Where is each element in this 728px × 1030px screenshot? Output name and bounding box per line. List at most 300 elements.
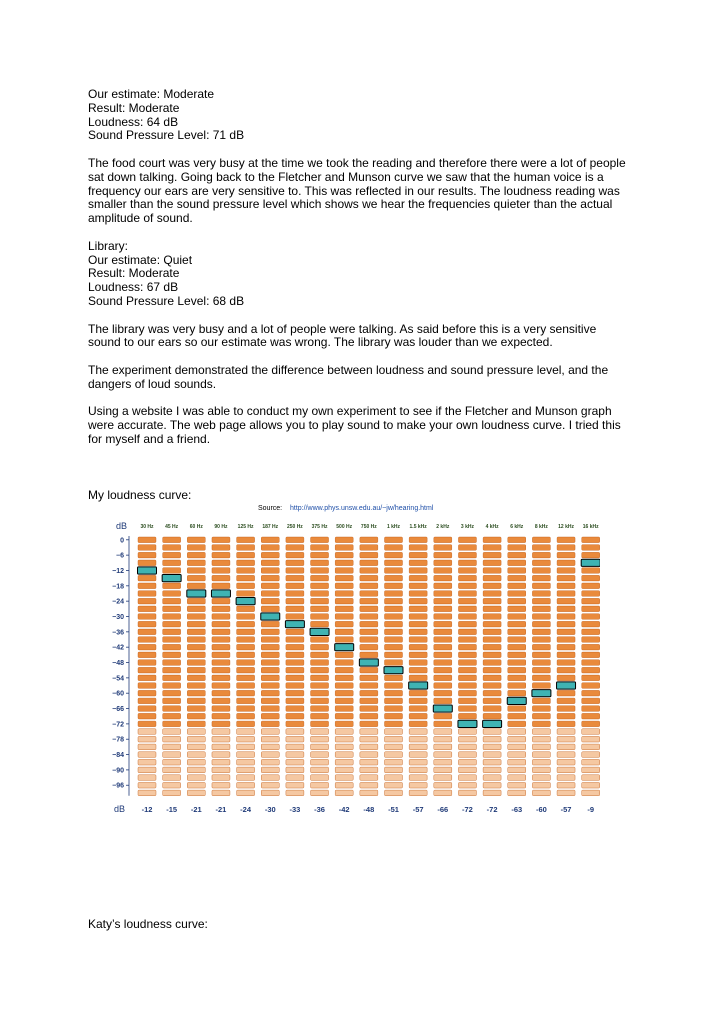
slider-segment: [187, 706, 205, 712]
slider-marker: [409, 682, 428, 689]
slider-segment: [286, 752, 304, 758]
slider-segment: [138, 614, 156, 620]
slider-segment: [582, 683, 600, 689]
slider-segment: [187, 637, 205, 643]
slider-segment: [458, 606, 476, 612]
y-tick-label: −72: [112, 721, 124, 729]
slider-segment: [409, 752, 427, 758]
slider-segment: [163, 706, 181, 712]
slider-segment: [557, 644, 575, 650]
slider-segment: [311, 713, 329, 719]
paragraph-line: frequency our ears are very sensitive to. This was reflected in our results. The loudness reading was: [88, 183, 620, 198]
slider-segment: [409, 644, 427, 650]
paragraph-line: amplitude of sound.: [88, 211, 193, 226]
slider-segment: [311, 560, 329, 566]
slider-segment: [335, 752, 353, 758]
slider-segment: [409, 660, 427, 666]
slider-segment: [360, 552, 378, 558]
slider-segment: [582, 767, 600, 773]
slider-segment: [434, 782, 452, 788]
slider-segment: [163, 721, 181, 727]
slider-segment: [163, 675, 181, 681]
slider-segment: [508, 752, 526, 758]
slider-segment: [286, 744, 304, 750]
slider-segment: [557, 675, 575, 681]
slider-segment: [212, 690, 230, 696]
slider-segment: [311, 729, 329, 735]
bottom-value-label: -12: [141, 805, 153, 814]
slider-segment: [261, 644, 279, 650]
slider-segment: [532, 736, 550, 742]
slider-segment: [385, 545, 403, 551]
slider-segment: [212, 729, 230, 735]
slider-segment: [385, 698, 403, 704]
slider-segment: [458, 637, 476, 643]
slider-segment: [582, 721, 600, 727]
slider-segment: [261, 767, 279, 773]
slider-segment: [409, 591, 427, 597]
slider-segment: [163, 629, 181, 635]
slider-segment: [434, 744, 452, 750]
slider-segment: [212, 782, 230, 788]
slider-segment: [532, 537, 550, 543]
slider-segment: [458, 752, 476, 758]
slider-segment: [360, 545, 378, 551]
slider-segment: [409, 713, 427, 719]
frequency-label: 16 kHz: [582, 524, 599, 530]
slider-segment: [458, 767, 476, 773]
slider-segment: [187, 767, 205, 773]
slider-segment: [385, 621, 403, 627]
slider-segment: [335, 575, 353, 581]
slider-segment: [286, 629, 304, 635]
slider-segment: [434, 591, 452, 597]
slider-segment: [409, 560, 427, 566]
slider-segment: [163, 545, 181, 551]
slider-segment: [163, 713, 181, 719]
slider-segment: [163, 729, 181, 735]
slider-segment: [335, 713, 353, 719]
slider-marker: [507, 697, 526, 704]
slider-segment: [360, 637, 378, 643]
slider-segment: [532, 752, 550, 758]
slider-segment: [458, 652, 476, 658]
slider-segment: [557, 652, 575, 658]
slider-segment: [557, 713, 575, 719]
slider-segment: [138, 637, 156, 643]
slider-segment: [311, 698, 329, 704]
slider-segment: [582, 652, 600, 658]
slider-segment: [187, 537, 205, 543]
slider-marker: [211, 590, 230, 597]
slider-segment: [458, 621, 476, 627]
slider-segment: [212, 637, 230, 643]
slider-segment: [163, 683, 181, 689]
slider-segment: [385, 575, 403, 581]
slider-segment: [360, 759, 378, 765]
slider-segment: [508, 729, 526, 735]
slider-segment: [434, 667, 452, 673]
slider-segment: [261, 713, 279, 719]
slider-segment: [138, 744, 156, 750]
slider-segment: [483, 644, 501, 650]
slider-segment: [261, 775, 279, 781]
slider-marker: [285, 621, 304, 628]
slider-segment: [434, 752, 452, 758]
slider-segment: [458, 598, 476, 604]
slider-segment: [187, 606, 205, 612]
slider-segment: [508, 706, 526, 712]
slider-marker: [138, 567, 157, 574]
slider-segment: [286, 698, 304, 704]
slider-segment: [508, 552, 526, 558]
slider-segment: [335, 775, 353, 781]
slider-segment: [532, 591, 550, 597]
slider-segment: [335, 606, 353, 612]
slider-segment: [385, 767, 403, 773]
frequency-label: 12 kHz: [558, 524, 574, 530]
slider-segment: [483, 629, 501, 635]
slider-segment: [311, 782, 329, 788]
slider-segment: [508, 644, 526, 650]
slider-segment: [335, 583, 353, 589]
slider-segment: [557, 552, 575, 558]
frequency-label: 1 kHz: [386, 524, 401, 530]
slider-segment: [311, 721, 329, 727]
slider-segment: [508, 614, 526, 620]
slider-segment: [138, 729, 156, 735]
slider-segment: [163, 698, 181, 704]
slider-segment: [483, 575, 501, 581]
slider-segment: [360, 675, 378, 681]
slider-segment: [532, 706, 550, 712]
slider-segment: [237, 606, 255, 612]
slider-segment: [212, 667, 230, 673]
bottom-value-label: -24: [240, 805, 252, 814]
slider-segment: [335, 652, 353, 658]
slider-segment: [483, 683, 501, 689]
slider-segment: [163, 667, 181, 673]
source-link: http://www.phys.unsw.edu.au/~jw/hearing.html: [290, 505, 434, 512]
katy-loudness-curve-heading: Katy’s loudness curve:: [88, 917, 208, 931]
slider-segment: [212, 606, 230, 612]
slider-segment: [483, 652, 501, 658]
slider-marker: [261, 613, 280, 620]
slider-segment: [434, 606, 452, 612]
paragraph-line: smaller than the sound pressure level which shows we hear the frequencies quieter than the actual: [88, 197, 613, 212]
slider-segment: [532, 644, 550, 650]
slider-segment: [483, 775, 501, 781]
slider-segment: [311, 598, 329, 604]
slider-segment: [360, 690, 378, 696]
slider-segment: [483, 637, 501, 643]
slider-segment: [138, 598, 156, 604]
y-tick-label: −18: [112, 583, 124, 591]
slider-segment: [458, 782, 476, 788]
slider-segment: [508, 575, 526, 581]
slider-segment: [335, 598, 353, 604]
slider-segment: [311, 736, 329, 742]
slider-segment: [360, 713, 378, 719]
slider-segment: [409, 690, 427, 696]
slider-segment: [458, 683, 476, 689]
slider-segment: [557, 782, 575, 788]
slider-segment: [187, 552, 205, 558]
food-court-loudness: Loudness: 64 dB: [88, 114, 179, 129]
slider-segment: [261, 552, 279, 558]
loudness-curve-svg: [100, 500, 600, 822]
slider-segment: [557, 790, 575, 796]
slider-segment: [212, 537, 230, 543]
slider-segment: [582, 591, 600, 597]
slider-segment: [286, 706, 304, 712]
slider-segment: [237, 537, 255, 543]
slider-segment: [138, 591, 156, 597]
slider-segment: [557, 598, 575, 604]
slider-segment: [409, 790, 427, 796]
slider-segment: [138, 552, 156, 558]
slider-segment: [237, 675, 255, 681]
slider-segment: [261, 652, 279, 658]
slider-segment: [163, 644, 181, 650]
slider-segment: [557, 591, 575, 597]
slider-segment: [557, 629, 575, 635]
slider-segment: [508, 660, 526, 666]
slider-segment: [237, 752, 255, 758]
my-loudness-curve-heading: My loudness curve:: [88, 488, 192, 502]
slider-segment: [163, 598, 181, 604]
slider-segment: [582, 621, 600, 627]
slider-segment: [163, 775, 181, 781]
slider-segment: [187, 675, 205, 681]
slider-segment: [360, 583, 378, 589]
slider-segment: [434, 537, 452, 543]
slider-segment: [557, 568, 575, 574]
slider-segment: [409, 759, 427, 765]
slider-segment: [187, 775, 205, 781]
slider-segment: [385, 744, 403, 750]
slider-segment: [557, 698, 575, 704]
slider-segment: [483, 606, 501, 612]
slider-segment: [187, 545, 205, 551]
y-tick-label: −66: [112, 706, 124, 714]
slider-segment: [286, 790, 304, 796]
slider-segment: [212, 698, 230, 704]
slider-segment: [557, 736, 575, 742]
slider-segment: [212, 744, 230, 750]
slider-segment: [261, 667, 279, 673]
slider-segment: [187, 568, 205, 574]
slider-segment: [261, 637, 279, 643]
slider-segment: [483, 621, 501, 627]
slider-segment: [138, 560, 156, 566]
slider-segment: [508, 690, 526, 696]
slider-segment: [237, 713, 255, 719]
slider-segment: [434, 683, 452, 689]
slider-segment: [508, 637, 526, 643]
slider-segment: [409, 782, 427, 788]
slider-segment: [508, 767, 526, 773]
slider-segment: [458, 545, 476, 551]
slider-segment: [311, 545, 329, 551]
y-tick-label: −96: [112, 782, 124, 790]
slider-segment: [187, 575, 205, 581]
slider-segment: [483, 759, 501, 765]
slider-segment: [458, 568, 476, 574]
slider-segment: [409, 736, 427, 742]
slider-segment: [212, 644, 230, 650]
slider-segment: [483, 790, 501, 796]
slider-segment: [335, 736, 353, 742]
y-tick-label: −6: [116, 552, 124, 560]
slider-segment: [483, 568, 501, 574]
slider-segment: [138, 621, 156, 627]
slider-segment: [385, 598, 403, 604]
slider-segment: [335, 591, 353, 597]
slider-segment: [532, 675, 550, 681]
slider-segment: [434, 652, 452, 658]
slider-segment: [187, 752, 205, 758]
frequency-label: 500 Hz: [336, 524, 353, 530]
slider-segment: [508, 598, 526, 604]
slider-segment: [237, 775, 255, 781]
slider-segment: [434, 644, 452, 650]
frequency-label: 90 Hz: [214, 524, 228, 530]
slider-segment: [212, 545, 230, 551]
paragraph-line: sound to our ears so our estimate was wrong. The library was louder than we expected.: [88, 335, 553, 350]
slider-segment: [582, 713, 600, 719]
top-db-unit-label: dB: [116, 521, 128, 531]
slider-segment: [261, 621, 279, 627]
slider-segment: [311, 614, 329, 620]
frequency-label: 250 Hz: [286, 524, 303, 530]
slider-segment: [409, 583, 427, 589]
y-tick-label: −54: [112, 675, 124, 683]
slider-segment: [335, 759, 353, 765]
slider-segment: [483, 744, 501, 750]
slider-segment: [286, 667, 304, 673]
slider-segment: [434, 721, 452, 727]
slider-segment: [360, 790, 378, 796]
slider-segment: [237, 621, 255, 627]
slider-segment: [163, 583, 181, 589]
slider-segment: [138, 629, 156, 635]
bottom-value-label: -33: [289, 805, 301, 814]
slider-segment: [237, 575, 255, 581]
slider-segment: [360, 606, 378, 612]
slider-segment: [458, 660, 476, 666]
slider-segment: [557, 637, 575, 643]
slider-segment: [335, 552, 353, 558]
slider-segment: [335, 537, 353, 543]
bottom-value-label: -63: [511, 805, 523, 814]
slider-segment: [483, 660, 501, 666]
slider-segment: [483, 698, 501, 704]
slider-segment: [434, 545, 452, 551]
slider-segment: [557, 706, 575, 712]
bottom-value-label: -72: [462, 805, 473, 814]
slider-segment: [360, 752, 378, 758]
slider-segment: [138, 767, 156, 773]
library-estimate: Our estimate: Quiet: [88, 252, 193, 267]
slider-segment: [212, 775, 230, 781]
food-court-spl: Sound Pressure Level: 71 dB: [88, 128, 245, 143]
slider-segment: [409, 629, 427, 635]
slider-segment: [237, 568, 255, 574]
frequency-label: 6 kHz: [510, 524, 524, 530]
slider-segment: [138, 652, 156, 658]
slider-segment: [187, 729, 205, 735]
slider-segment: [434, 767, 452, 773]
slider-segment: [434, 660, 452, 666]
slider-segment: [286, 775, 304, 781]
slider-segment: [458, 537, 476, 543]
slider-segment: [212, 767, 230, 773]
slider-segment: [286, 690, 304, 696]
slider-segment: [582, 537, 600, 543]
slider-segment: [138, 782, 156, 788]
slider-segment: [261, 736, 279, 742]
slider-segment: [508, 759, 526, 765]
slider-segment: [483, 729, 501, 735]
slider-segment: [187, 614, 205, 620]
slider-segment: [138, 775, 156, 781]
paragraph-food-court: [88, 157, 648, 226]
slider-segment: [138, 667, 156, 673]
slider-segment: [582, 629, 600, 635]
paragraph-experiment: [88, 364, 648, 392]
slider-segment: [187, 759, 205, 765]
slider-segment: [532, 598, 550, 604]
slider-segment: [557, 744, 575, 750]
slider-segment: [138, 698, 156, 704]
slider-segment: [582, 782, 600, 788]
slider-segment: [532, 606, 550, 612]
slider-marker: [384, 667, 403, 674]
slider-segment: [237, 759, 255, 765]
bottom-value-label: -48: [363, 805, 375, 814]
slider-segment: [187, 713, 205, 719]
slider-segment: [434, 713, 452, 719]
slider-segment: [458, 614, 476, 620]
slider-segment: [237, 552, 255, 558]
library-spl: Sound Pressure Level: 68 dB: [88, 293, 245, 308]
slider-segment: [434, 675, 452, 681]
slider-segment: [163, 614, 181, 620]
slider-segment: [286, 614, 304, 620]
bottom-value-label: -51: [388, 805, 399, 814]
slider-segment: [286, 537, 304, 543]
slider-segment: [532, 775, 550, 781]
slider-segment: [458, 729, 476, 735]
slider-marker: [236, 598, 255, 605]
slider-segment: [286, 767, 304, 773]
slider-segment: [237, 706, 255, 712]
bottom-value-label: -57: [412, 805, 424, 814]
slider-segment: [237, 736, 255, 742]
slider-segment: [483, 690, 501, 696]
slider-segment: [360, 736, 378, 742]
slider-segment: [483, 782, 501, 788]
slider-segment: [532, 568, 550, 574]
slider-segment: [385, 552, 403, 558]
slider-segment: [187, 790, 205, 796]
slider-segment: [385, 759, 403, 765]
slider-segment: [582, 660, 600, 666]
slider-segment: [409, 621, 427, 627]
slider-segment: [261, 790, 279, 796]
slider-segment: [532, 729, 550, 735]
